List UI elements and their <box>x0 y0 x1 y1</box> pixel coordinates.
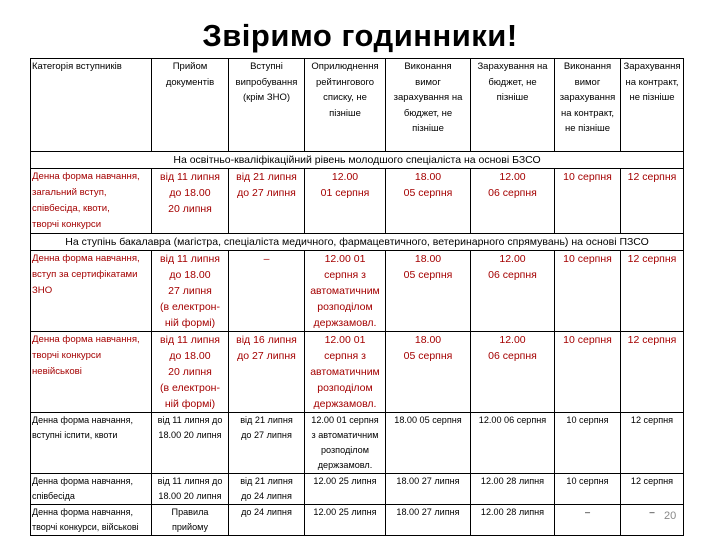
header-contract-requirements: Виконання вимог зарахування на контракт, не пізніше <box>555 59 621 152</box>
cell-contract-requirements: 10 серпня <box>555 413 621 474</box>
row-category: Денна форма навчання, співбесіда <box>31 474 152 505</box>
cell-contract-enrollment: 12 серпня <box>621 474 684 505</box>
section-row <box>31 152 684 169</box>
cell-rating: 12.00 01 серпня з автоматичним розподілом держзамовл. <box>305 413 386 474</box>
cell-documents: від 11 липня до 18.00 20 липня (в електрон- ній формі) <box>152 332 229 413</box>
table-row <box>31 169 684 234</box>
cell-contract-requirements: 10 серпня <box>555 332 621 413</box>
header-contract-enrollment: Зарахування на контракт, не пізніше <box>621 59 684 152</box>
cell-documents: від 11 липня до 18.00 27 липня (в електрон- ній формі) <box>152 251 229 332</box>
cell-documents: від 11 липня до 18.00 20 липня <box>152 413 229 474</box>
cell-budget-enrollment: 12.00 28 липня <box>471 505 555 536</box>
page-number: 20 <box>664 510 677 522</box>
cell-rating: 12.00 01 серпня з автоматичним розподілом держзамовл. <box>305 332 386 413</box>
cell-rating: 12.00 01 серпня <box>305 169 386 234</box>
cell-contract-requirements: 10 серпня <box>555 169 621 234</box>
cell-budget-enrollment: 12.00 06 серпня <box>471 332 555 413</box>
cell-exams: до 24 липня <box>229 505 305 536</box>
cell-rating: 12.00 25 липня <box>305 474 386 505</box>
cell-budget-enrollment: 12.00 06 серпня <box>471 169 555 234</box>
cell-contract-requirements: 10 серпня <box>555 474 621 505</box>
section-row <box>31 234 684 251</box>
cell-contract-requirements: – <box>555 505 621 536</box>
table-row <box>31 413 684 474</box>
cell-budget-enrollment: 12.00 06 серпня <box>471 413 555 474</box>
cell-rating: 12.00 25 липня <box>305 505 386 536</box>
cell-contract-enrollment: – <box>621 505 684 536</box>
cell-documents: Правила прийому <box>152 505 229 536</box>
header-rating: Оприлюднення рейтингового списку, не пізніше <box>305 59 386 152</box>
header-documents: Прийом документів <box>152 59 229 152</box>
header-exams: Вступні випробування (крім ЗНО) <box>229 59 305 152</box>
row-category: Денна форма навчання, вступні іспити, квоти <box>31 413 152 474</box>
cell-budget-enrollment: 12.00 06 серпня <box>471 251 555 332</box>
header-category: Категорія вступників <box>31 59 152 152</box>
cell-exams: від 21 липня до 27 липня <box>229 169 305 234</box>
table-row <box>31 251 684 332</box>
section-title-junior-specialist: На освітньо-кваліфікаційний рівень молодшого спеціаліста на основі БЗСО <box>31 152 684 169</box>
cell-exams: від 21 липня до 24 липня <box>229 474 305 505</box>
cell-contract-requirements: 10 серпня <box>555 251 621 332</box>
row-category: Денна форма навчання, вступ за сертифікатами ЗНО <box>31 251 152 332</box>
cell-budget-requirements: 18.00 05 серпня <box>386 413 471 474</box>
cell-exams: від 21 липня до 27 липня <box>229 413 305 474</box>
cell-budget-requirements: 18.00 05 серпня <box>386 251 471 332</box>
cell-contract-enrollment: 12 серпня <box>621 332 684 413</box>
cell-contract-enrollment: 12 серпня <box>621 169 684 234</box>
cell-exams: від 16 липня до 27 липня <box>229 332 305 413</box>
cell-budget-requirements: 18.00 27 липня <box>386 505 471 536</box>
cell-rating: 12.00 01 серпня з автоматичним розподілом держзамовл. <box>305 251 386 332</box>
cell-budget-enrollment: 12.00 28 липня <box>471 474 555 505</box>
row-category: Денна форма навчання, творчі конкурси, військові <box>31 505 152 536</box>
cell-budget-requirements: 18.00 27 липня <box>386 474 471 505</box>
table-row <box>31 474 684 505</box>
admission-schedule-table <box>30 58 684 536</box>
cell-contract-enrollment: 12 серпня <box>621 413 684 474</box>
header-budget-enrollment: Зарахування на бюджет, не пізніше <box>471 59 555 152</box>
cell-budget-requirements: 18.00 05 серпня <box>386 332 471 413</box>
table-row <box>31 505 684 536</box>
header-budget-requirements: Виконання вимог зарахування на бюджет, не пізніше <box>386 59 471 152</box>
header-row <box>31 59 684 152</box>
cell-documents: від 11 липня до 18.00 20 липня <box>152 169 229 234</box>
cell-contract-enrollment: 12 серпня <box>621 251 684 332</box>
cell-budget-requirements: 18.00 05 серпня <box>386 169 471 234</box>
page-title: Звіримо годинники! <box>202 18 518 53</box>
row-category: Денна форма навчання, загальний вступ, співбесіда, квоти, творчі конкурси <box>31 169 152 234</box>
table-row <box>31 332 684 413</box>
cell-exams: – <box>229 251 305 332</box>
row-category: Денна форма навчання, творчі конкурси невійськові <box>31 332 152 413</box>
cell-documents: від 11 липня до 18.00 20 липня <box>152 474 229 505</box>
section-title-bachelor: На ступінь бакалавра (магістра, спеціаліста медичного, фармацевтичного, ветеринарного спрямувань) на основі ПЗСО <box>31 234 684 251</box>
